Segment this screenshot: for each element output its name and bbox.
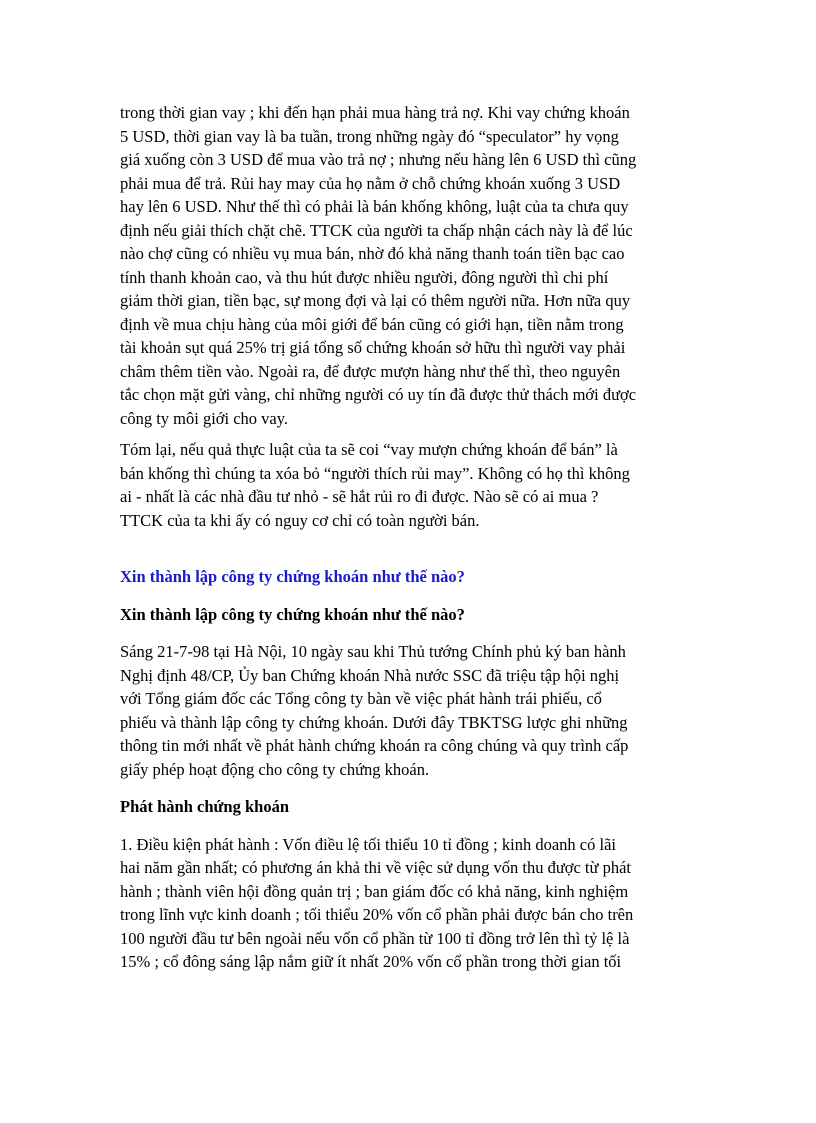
text-line: Nghị định 48/CP, Ủy ban Chứng khoán Nhà nước SSC đã triệu tập hội nghị xyxy=(120,665,620,685)
paragraph-2 xyxy=(120,438,700,532)
text-line: phiếu và thành lập công ty chứng khoán. Dưới đây TBKTSG lược ghi những xyxy=(120,712,628,732)
text-line: trong lĩnh vực kinh doanh ; tối thiểu 20% vốn cổ phần phải được bán cho trên xyxy=(120,905,634,924)
text-line: Sáng 21-7-98 tại Hà Nội, 10 ngày sau khi Thủ tướng Chính phủ ký ban hành xyxy=(120,642,626,661)
text-line: 15% ; cổ đông sáng lập nắm giữ ít nhất 20% vốn cổ phần trong thời gian tối xyxy=(120,952,622,971)
section-link-heading[interactable]: Xin thành lập công ty chứng khoán như thế nào? xyxy=(120,567,465,586)
text-line: định về mua chịu hàng của môi giới để bán cũng có giới hạn, tiền nằm trong xyxy=(120,314,624,334)
text-line: 5 USD, thời gian vay là ba tuần, trong những ngày đó “speculator” hy vọng xyxy=(120,126,619,146)
text-line: hành ; thành viên hội đồng quản trị ; ban giám đốc có khả năng, kinh nghiệm xyxy=(120,881,629,901)
text-line: định nếu giải thích chặt chẽ. TTCK của người ta chấp nhận cách này là để lúc xyxy=(120,220,633,240)
text-line: thông tin mới nhất về phát hành chứng khoán ra công chúng và quy trình cấp xyxy=(120,736,629,755)
text-line: tài khoản sụt quá 25% trị giá tổng số chứng khoán sở hữu thì người vay phải xyxy=(120,338,626,357)
text-line: giảm thời gian, tiền bạc, sự mong đợi và lại có thêm người nữa. Hơn nữa quy xyxy=(120,291,631,310)
paragraph-1 xyxy=(120,101,700,430)
text-line: ai - nhất là các nhà đầu tư nhỏ - sẽ hắt rủi ro đi được. Nào sẽ có ai mua ? xyxy=(120,487,599,506)
text-line: tắc chọn mặt gửi vàng, chỉ những người có uy tín đã được thử thách mới được xyxy=(120,385,637,404)
section-title: Xin thành lập công ty chứng khoán như thế nào? xyxy=(120,604,465,624)
text-line: bán khống thì chúng ta xóa bỏ “người thích rủi may”. Không có họ thì không xyxy=(120,463,630,483)
document-page xyxy=(120,101,700,974)
text-line: TTCK của ta khi ấy có nguy cơ chỉ có toàn người bán. xyxy=(120,510,480,530)
text-line: châm thêm tiền vào. Ngoài ra, để được mượn hàng như thế thì, theo nguyên xyxy=(120,361,621,381)
text-line: hay lên 6 USD. Như thế thì có phải là bán khống không, luật của ta chưa quy xyxy=(120,197,629,216)
text-line: giấy phép hoạt động cho công ty chứng khoán. xyxy=(120,759,430,779)
paragraph-3 xyxy=(120,640,700,781)
text-line: 100 người đầu tư bên ngoài nếu vốn cổ phần từ 100 tỉ đồng trở lên thì tỷ lệ là xyxy=(120,928,630,948)
text-line: nào chợ cũng có nhiều vụ mua bán, nhờ đó khả năng thanh toán tiền bạc cao xyxy=(120,244,625,263)
text-line: công ty môi giới cho vay. xyxy=(120,408,289,428)
text-line: trong thời gian vay ; khi đến hạn phải mua hàng trả nợ. Khi vay chứng khoán xyxy=(120,103,630,122)
text-line: phải mua để trả. Rủi hay may của họ nằm ở chỗ chứng khoán xuống 3 USD xyxy=(120,173,621,193)
paragraph-4 xyxy=(120,833,700,974)
text-line: Tóm lại, nếu quả thực luật của ta sẽ coi “vay mượn chứng khoán để bán” là xyxy=(120,440,618,459)
text-line: với Tổng giám đốc các Tổng công ty bàn về việc phát hành trái phiếu, cổ xyxy=(120,689,602,708)
text-line: giá xuống còn 3 USD để mua vào trả nợ ; nhưng nếu hàng lên 6 USD thì cũng xyxy=(120,150,637,169)
text-line: tính thanh khoản cao, và thu hút được nhiều người, đông người thì chi phí xyxy=(120,267,609,287)
text-line: hai năm gần nhất; có phương án khả thi về việc sử dụng vốn thu được từ phát xyxy=(120,858,631,877)
subsection-title: Phát hành chứng khoán xyxy=(120,797,290,816)
text-line: 1. Điều kiện phát hành : Vốn điều lệ tối thiểu 10 tỉ đồng ; kinh doanh có lãi xyxy=(120,834,616,854)
